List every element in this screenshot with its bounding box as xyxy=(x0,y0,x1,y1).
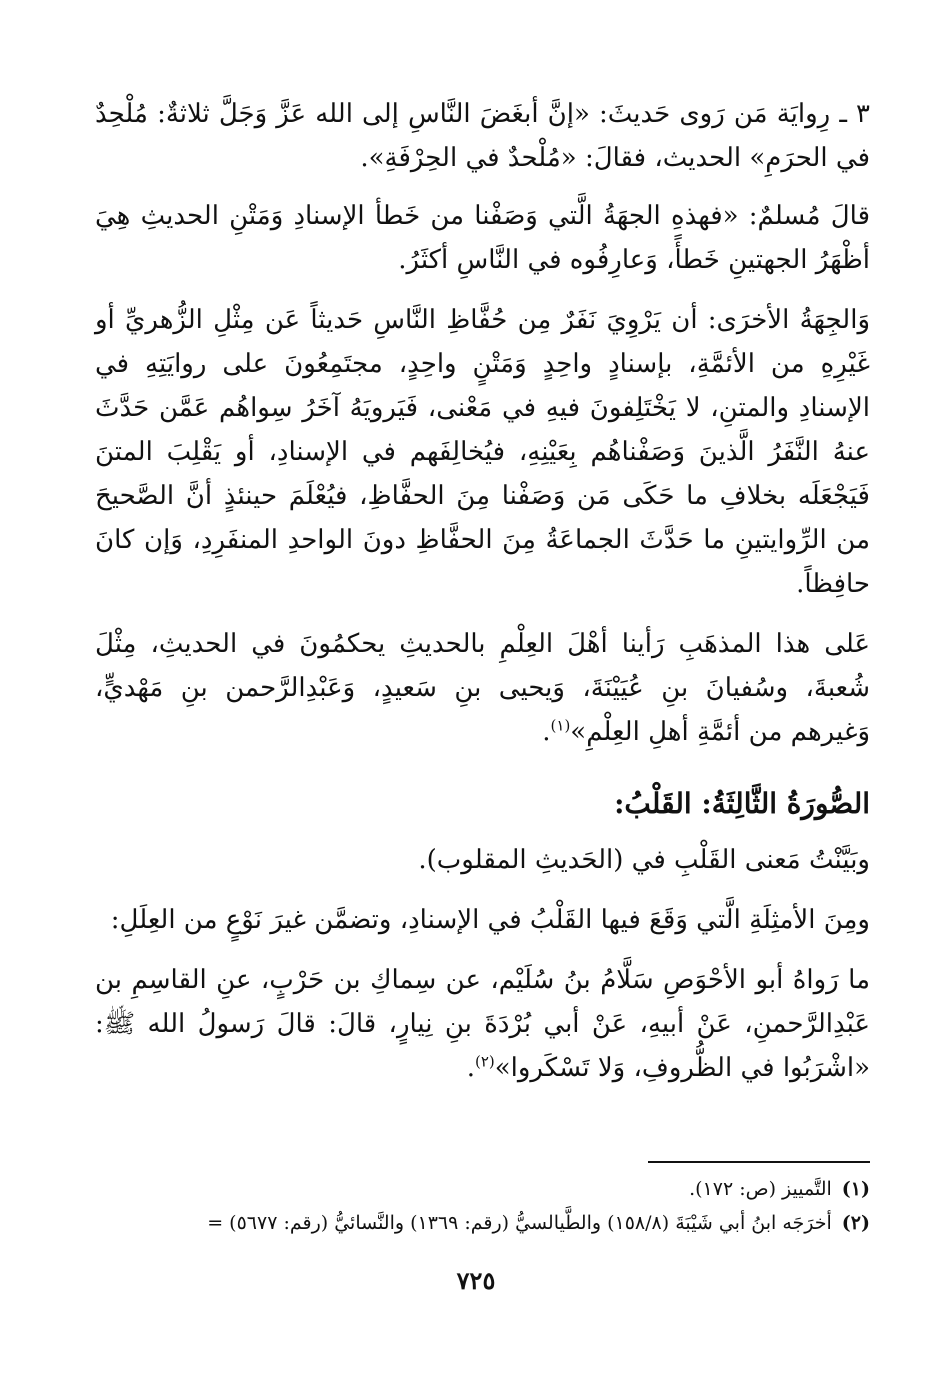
paragraph-example-narration xyxy=(95,958,870,1090)
paragraph-examples-intro: ومِنَ الأمثِلَةِ الَّتي وَقَعَ فيها القَلْبُ في الإسنادِ، وتضمَّن غيرَ نَوْعٍ من العِلَلِ: xyxy=(110,905,870,935)
footnote-ref-2: (٢) xyxy=(474,1052,495,1071)
footnote-divider xyxy=(648,1161,870,1163)
paragraph-scholars-end: . xyxy=(542,717,551,747)
paragraph-muslim-quote: قالَ مُسلمٌ: «فهذهِ الجهَةُ الَّتي وَصَفْنا من خَطأ الإسنادِ وَمَتْنِ الحديثِ هِيَ أظْهَرُ الجهتينِ خَطأً، وَعارِفُوه في النَّاسِ أكثَرُ. xyxy=(95,201,870,275)
footnote-2-number: (٢) xyxy=(841,1212,870,1234)
footnote-1-number: (١) xyxy=(841,1178,870,1200)
paragraph-scholars-method xyxy=(95,622,870,754)
paragraph-definition: وبَيَّنْتُ مَعنى القَلْبِ في (الحَديثِ المقلوب). xyxy=(418,845,870,875)
page-number: ٧٢٥ xyxy=(456,1266,496,1295)
paragraph-example-text: ما رَواهُ أبو الأحْوَصِ سَلَّامُ بنُ سُلَيْم، عن سِماكِ بن حَرْبٍ، عنِ القاسِمِ بن عَبْدِالرَّحمنِ، عَنْ أبيهِ، عَنْ أبي بُرْدَةَ بنِ نِيارٍ، قالَ: قالَ رَسولُ الله ﷺ: «اشْرَبُوا في الظُّروفِ، وَلا تَسْكَروا» xyxy=(95,965,870,1083)
footnote-1 xyxy=(95,1172,870,1206)
paragraph-narration-3: ٣ ـ رِوايَة مَن رَوى حَديثَ: «إنَّ أبغَضَ النَّاسِ إلى الله عَزَّ وَجَلَّ ثلاثةٌ: مُلْحِدٌ في الحرَمِ» الحديث، فقالَ: «مُلْحدٌ في الحِرْفَةِ». xyxy=(95,99,870,173)
footnote-1-text: التَّمييز (ص: ١٧٢). xyxy=(689,1178,832,1200)
footnote-ref-1: (١) xyxy=(550,716,571,735)
paragraph-scholars-text: عَلى هذا المذهَبِ رَأينا أهْلَ العِلْمِ بالحديثِ يحكمُونَ في الحديثِ، مِثْلَ شُعبةَ، وسُفيانَ بنِ عُيَيْنَةَ، وَيحيى بنِ سَعيدٍ، وَعَبْدِالرَّحمن بنِ مَهْديٍّ، وَغيرهم من أئمَّةِ أهلِ العِلْمِ» xyxy=(95,629,870,747)
footnote-2 xyxy=(95,1206,870,1240)
page-body xyxy=(95,92,870,1106)
footnotes xyxy=(95,1172,870,1240)
paragraph-example-end: . xyxy=(466,1053,475,1083)
section-heading: الصُّورَةُ الثَّالِثَةُ: القَلْبُ: xyxy=(614,787,870,820)
paragraph-other-aspect: وَالجِهَةُ الأخرَى: أن يَرْوِيَ نَفَرٌ مِن حُفَّاظِ النَّاسِ حَديثاً عَن مِثْلِ الزُّهريِّ أو غَيْرِهِ من الأئمَّةِ، بإسنادٍ واحِدٍ وَمَتْنٍ واحِدٍ، مجتَمِعُونَ على روايَتِهِ في الإسنادِ والمتنِ، لا يَخْتَلِفونَ فيهِ في مَعْنى، فَيَرويَهُ آخَرُ سِواهُم عَمَّن حَدَّثَ عنهُ النَّفَرُ الَّذينَ وَصَفْناهُم بِعَيْنِهِ، فيُخالِفَهم في الإسنادِ، أو يَقْلِبَ المتنَ فَيَجْعَلَه بخلافِ ما حَكَى مَن وَصَفْنا مِنَ الحفَّاظِ، فيُعْلَمَ حينئذٍ أنَّ الصَّحيحَ من الرِّوايتينِ ما حَدَّثَ الجماعَةُ مِنَ الحفَّاظِ دونَ الواحدِ المنفَرِدِ، وَإن كانَ حافِظاً. xyxy=(95,305,870,599)
footnote-2-text: أخرَجَه ابنُ أبي شَيْبَةَ (١٥٨/٨) والطَّيالسيُّ (رقم: ١٣٦٩) والنَّسائيُّ (رقم: ٥٦٧٧) = xyxy=(207,1212,832,1234)
